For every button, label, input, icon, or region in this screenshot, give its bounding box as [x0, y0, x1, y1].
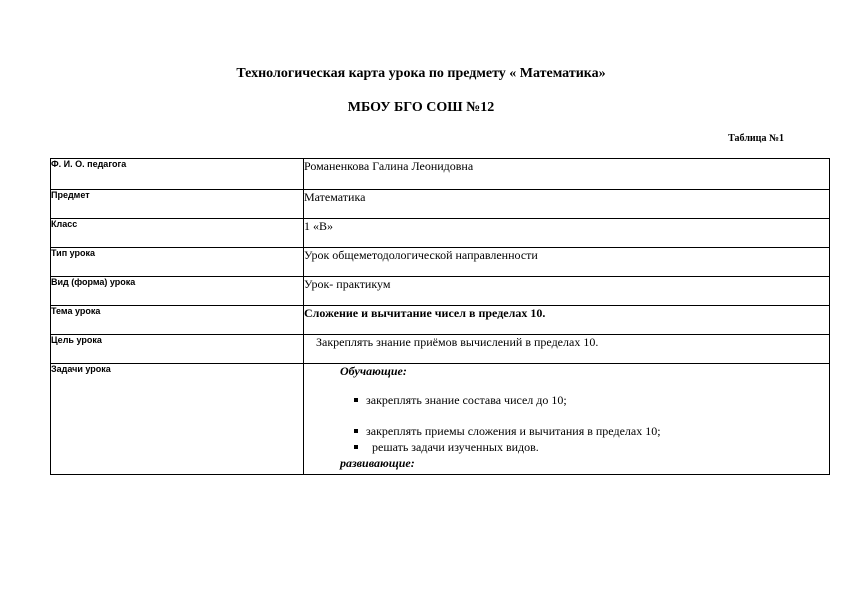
table-row	[51, 364, 830, 475]
list-item	[304, 424, 829, 439]
row-label: Тип урока	[51, 248, 304, 277]
school-name: МБОУ БГО СОШ №12	[347, 100, 495, 115]
row-label: Задачи урока	[51, 364, 304, 475]
row-label: Класс	[51, 219, 304, 248]
table-row	[51, 190, 830, 219]
table-row	[51, 219, 830, 248]
square-bullet-icon	[354, 398, 358, 402]
table-row	[51, 248, 830, 277]
row-value: 1 «В»	[304, 219, 830, 248]
tasks-list	[304, 393, 829, 455]
list-item	[304, 440, 829, 455]
table-row	[51, 159, 830, 190]
tasks-heading-teaching: Обучающие:	[340, 364, 407, 378]
row-label: Тема урока	[51, 306, 304, 335]
task-text: решать задачи изученных видов.	[372, 440, 539, 454]
row-value: Математика	[304, 190, 830, 219]
row-label: Цель урока	[51, 335, 304, 364]
tasks-heading-developing: развивающие:	[340, 456, 415, 470]
row-value: Романенкова Галина Леонидовна	[304, 159, 830, 190]
row-value: Урок общеметодологической направленности	[304, 248, 830, 277]
list-item	[304, 393, 829, 408]
document-title: Технологическая карта урока по предмету « Математика»	[236, 66, 606, 81]
table-row	[51, 335, 830, 364]
task-text: закреплять приемы сложения и вычитания в пределах 10;	[366, 424, 661, 438]
square-bullet-icon	[354, 445, 358, 449]
row-value: Закреплять знание приёмов вычислений в пределах 10.	[304, 335, 830, 364]
row-value: Урок- практикум	[304, 277, 830, 306]
row-label: Вид (форма) урока	[51, 277, 304, 306]
tasks-cell	[304, 364, 830, 475]
table-row	[51, 306, 830, 335]
table-number: Таблица №1	[728, 133, 784, 144]
square-bullet-icon	[354, 429, 358, 433]
row-label: Ф. И. О. педагога	[51, 159, 304, 190]
row-label: Предмет	[51, 190, 304, 219]
row-value: Сложение и вычитание чисел в пределах 10.	[304, 306, 830, 335]
lesson-card-table	[50, 158, 830, 475]
table-row	[51, 277, 830, 306]
task-text: закреплять знание состава чисел до 10;	[366, 393, 567, 407]
